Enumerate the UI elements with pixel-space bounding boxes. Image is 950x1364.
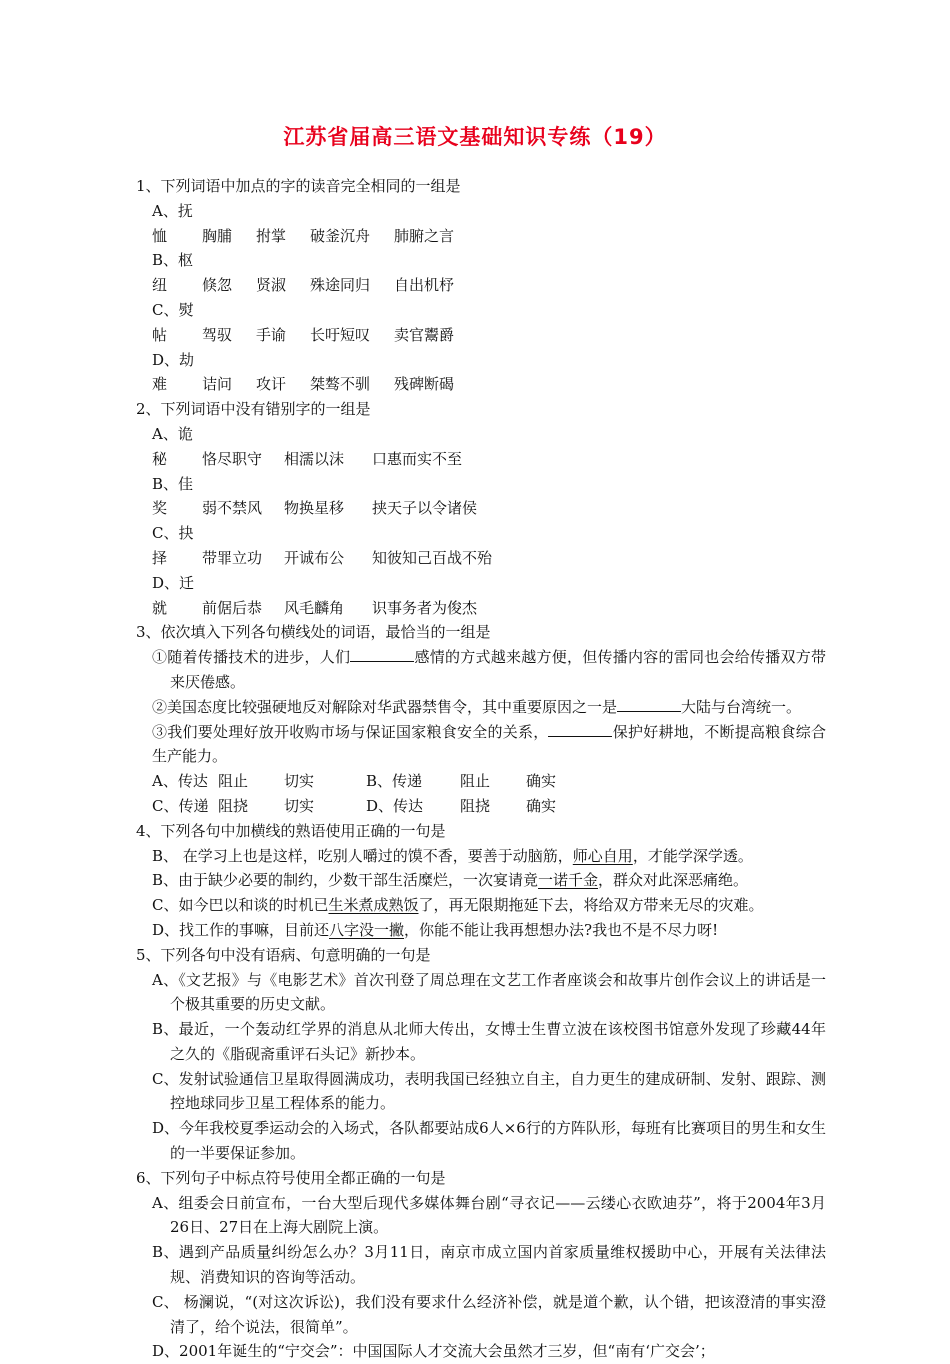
word: B、佳奖 <box>152 474 194 518</box>
word: A、诡秘 <box>152 424 193 468</box>
question-3-sentence-3 <box>152 720 826 770</box>
page-title: 江苏省届高三语文基础知识专练（19） <box>283 125 667 149</box>
word: 破釜沉舟 <box>310 226 371 245</box>
word: 长吁短叹 <box>310 325 371 344</box>
word: 切实 <box>284 772 315 791</box>
word: 开诚布公 <box>284 548 345 567</box>
question-1-stem: 1、下列词语中加点的字的读音完全相同的一组是 <box>136 177 461 195</box>
sentence-text: C、如今巴以和谈的时机已 <box>152 896 329 915</box>
word: 残碑断碣 <box>394 375 455 394</box>
word: 卖官鬻爵 <box>394 325 455 344</box>
sentence-text: ①随着传播技术的进步，人们 <box>152 648 351 667</box>
word: 前倨后恭 <box>202 598 263 617</box>
word: 攻讦 <box>256 375 287 394</box>
word: D、传达 <box>366 796 424 815</box>
question-1-option-a <box>152 199 826 249</box>
word: 挟天子以令诸侯 <box>372 499 478 518</box>
fill-blank <box>548 722 612 737</box>
sentence-text: 感情的方式越来越方便，但传播内容的雷同也会给传播双方带来厌倦感。 <box>170 648 826 691</box>
question-6-option-a: A、组委会日前宣布，一台大型后现代多媒体舞台剧“寻衣记——云缕心衣欧迪芬”，将于2004年3月26日、27日在上海大剧院上演。 <box>152 1193 826 1237</box>
question-6-stem: 6、下列句子中标点符号使用全都正确的一句是 <box>136 1168 446 1187</box>
question-3-sentence-2 <box>152 695 826 720</box>
sentence-text: ，群众对此深恶痛绝。 <box>598 871 749 890</box>
underlined-idiom: 师心自用 <box>572 846 633 865</box>
question-2-stem: 2、下列词语中没有错别字的一组是 <box>136 400 371 419</box>
underlined-idiom: 一诺千金 <box>538 871 599 890</box>
word: 弱不禁风 <box>202 499 263 518</box>
question-1-option-c <box>152 298 826 348</box>
question-4-option-b2 <box>152 868 826 893</box>
sentence-text: 保护好耕地，不断提高粮食综合生产能力。 <box>152 722 826 766</box>
word: 带罪立功 <box>202 548 263 567</box>
word: 知彼知己百战不殆 <box>372 548 493 567</box>
word: 手谕 <box>256 325 287 344</box>
question-3-options-cd <box>152 794 826 819</box>
question-6-option-c: C、 杨澜说，“(对这次诉讼)，我们没有要求什么经济补偿，就是道个歉，认个错，把该澄清的事实澄清了，给个说法，很简单”。 <box>152 1292 826 1336</box>
question-6-option-b: B、遇到产品质量纠纷怎么办？3月11日，南京市成立国内首家质量维权援助中心，开展有关法律法规、消费知识的咨询等活动。 <box>152 1243 826 1287</box>
word: 确实 <box>526 772 557 791</box>
sentence-text: 大陆与台湾统一。 <box>681 697 802 716</box>
word: 阻止 <box>460 772 491 791</box>
underlined-idiom: 生米煮成熟饭 <box>328 896 419 915</box>
word: 阻止 <box>218 772 249 791</box>
word: C、熨帖 <box>152 300 194 344</box>
question-5-option-c: C、发射试验通信卫星取得圆满成功，表明我国已经独立自主，自力更生的建成研制、发射、跟踪、测控地球同步卫星工程体系的能力。 <box>152 1069 826 1113</box>
sentence-text: ，才能学深学透。 <box>632 846 753 865</box>
word: C、传递 <box>152 796 209 815</box>
question-2-option-d <box>152 571 826 621</box>
question-1-option-d <box>152 348 826 398</box>
word: B、枢纽 <box>152 251 194 295</box>
word: C、抉择 <box>152 524 194 567</box>
question-5-option-b: B、最近，一个轰动红学界的消息从北师大传出，女博士生曹立波在该校图书馆意外发现了珍藏44年之久的《脂砚斋重评石头记》新抄本。 <box>152 1020 826 1063</box>
fill-blank <box>617 697 681 712</box>
sentence-text: ，你能不能让我再想想办法?我也不是不尽力呀! <box>404 920 719 939</box>
word: 恪尽职守 <box>202 449 263 468</box>
sentence-text: ②美国态度比较强硬地反对解除对华武器禁售令，其中重要原因之一是 <box>152 697 618 716</box>
question-2-option-a <box>152 422 826 472</box>
word: 相濡以沫 <box>284 449 345 468</box>
word: 倏忽 <box>202 276 233 295</box>
question-4-option-d <box>152 918 826 943</box>
word: 肺腑之言 <box>394 226 455 245</box>
word: 阻挠 <box>218 796 249 815</box>
word: 识事务者为俊杰 <box>372 598 478 617</box>
word: B、传递 <box>366 772 423 791</box>
question-1-option-b <box>152 248 826 298</box>
question-4-stem: 4、下列各句中加横线的熟语使用正确的一句是 <box>136 821 446 840</box>
exercise-body <box>136 174 826 1364</box>
sentence-text: 了，再无限期拖延下去，将给双方带来无尽的灾难。 <box>418 896 764 915</box>
word: 自出机杼 <box>394 276 455 295</box>
sentence-text: B、 在学习上也是这样，吃别人嚼过的馍不香，要善于动脑筋， <box>152 846 573 865</box>
word: 确实 <box>526 796 557 815</box>
word: 胸脯 <box>202 226 233 245</box>
word: 风毛麟角 <box>284 598 345 617</box>
question-5-stem: 5、下列各句中没有语病、句意明确的一句是 <box>136 945 431 964</box>
word: 阻挠 <box>460 796 491 815</box>
word: 诘问 <box>202 375 233 394</box>
word: A、抚恤 <box>152 201 193 245</box>
question-4-option-c <box>152 893 826 918</box>
question-5-option-d: D、今年我校夏季运动会的入场式，各队都要站成6人×6行的方阵队形，每班有比赛项目的男生和女生的一半要保证参加。 <box>152 1119 826 1163</box>
question-2-option-c <box>152 521 826 571</box>
word: 驾驭 <box>202 325 233 344</box>
fill-blank <box>350 647 414 662</box>
word: A、传达 <box>152 772 208 791</box>
word: 口惠而实不至 <box>372 449 463 468</box>
underlined-idiom: 八字没一撇 <box>329 920 405 939</box>
question-2-option-b <box>152 472 826 522</box>
question-4-option-b <box>152 844 826 869</box>
word: 桀骜不驯 <box>310 375 371 394</box>
word: 物换星移 <box>284 499 345 518</box>
question-3-options-ab <box>152 769 826 794</box>
word: D、迁就 <box>152 573 195 617</box>
sentence-text: B、由于缺少必要的制约，少数干部生活糜烂，一次宴请竟 <box>152 871 539 890</box>
word: D、劫难 <box>152 350 195 394</box>
question-3-stem: 3、依次填入下列各句横线处的词语，最恰当的一组是 <box>136 623 491 642</box>
word: 切实 <box>284 796 315 815</box>
sentence-text: ③我们要处理好放开收购市场与保证国家粮食安全的关系， <box>152 722 549 741</box>
word: 殊途同归 <box>310 276 371 295</box>
question-5-option-a: A、《文艺报》与《电影艺术》首次刊登了周总理在文艺工作者座谈会和故事片创作会议上的讲话是一个极其重要的历史文献。 <box>152 970 826 1014</box>
sentence-text: D、找工作的事嘛，目前还 <box>152 920 330 939</box>
question-3-sentence-1 <box>152 645 826 695</box>
word: 贤淑 <box>256 276 287 295</box>
question-6-option-d: D、2001年诞生的“宁交会”：中国国际人才交流大会虽然才三岁，但“南有‘广交会’； <box>152 1342 715 1361</box>
word: 拊掌 <box>256 226 287 245</box>
